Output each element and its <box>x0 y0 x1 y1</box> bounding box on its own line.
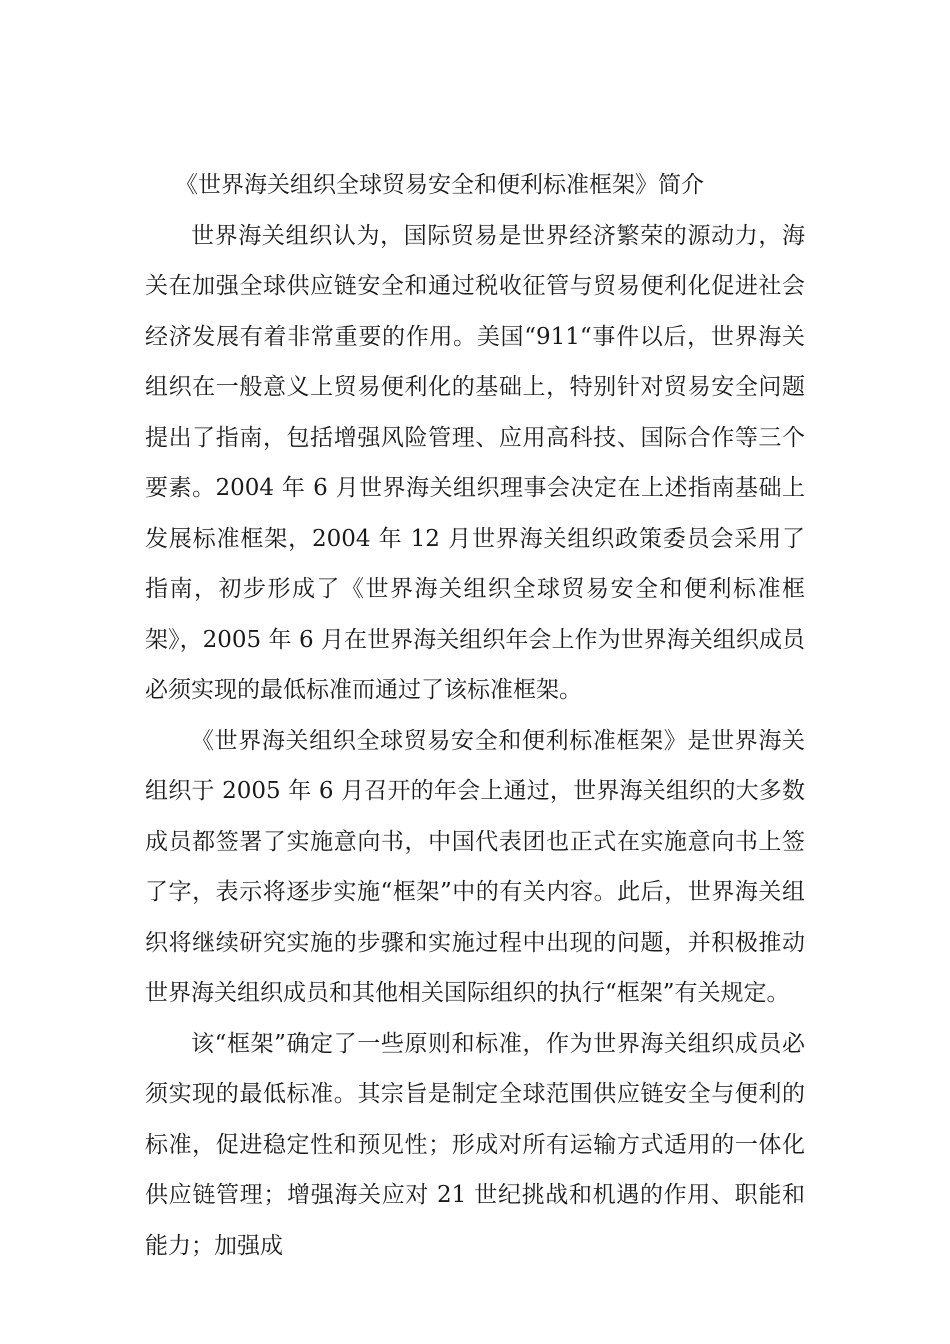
paragraph-2: 《世界海关组织全球贸易安全和便利标准框架》是世界海关组织于 2005 年 6 月召开的年会上通过，世界海关组织的大多数成员都签署了实施意向书，中国代表团也正式在实施意向书上签了字，表示将逐步实施“框架”中的有关内容。此后，世界海关组织将继续研究实施的步骤和实施过程中出现的问题，并积极推动世界海关组织成员和其他相关国际组织的执行“框架”有关规定。 <box>145 727 805 1006</box>
paragraph-3: 该“框架”确定了一些原则和标准，作为世界海关组织成员必须实现的最低标准。其宗旨是制定全球范围供应链安全与便利的标准，促进稳定性和预见性；形成对所有运输方式适用的一体化供应链管理；增强海关应对 21 世纪挑战和机遇的作用、职能和能力；加强成 <box>145 1030 805 1259</box>
document-title: 《世界海关组织全球贸易安全和便利标准框架》简介 <box>175 172 704 198</box>
document-body <box>145 160 805 1271</box>
paragraph-1: 世界海关组织认为，国际贸易是世界经济繁荣的源动力，海关在加强全球供应链安全和通过税收征管与贸易便利化促进社会经济发展有着非常重要的作用。美国“911“事件以后，世界海关组织在一般意义上贸易便利化的基础上，特别针对贸易安全问题提出了指南，包括增强风险管理、应用高科技、国际合作等三个要素。2004 年 6 月世界海关组织理事会决定在上述指南基础上发展标准框架，2004 年 12 月世界海关组织政策委员会采用了指南，初步形成了《世界海关组织全球贸易安全和便利标准框架》，2005 年 6 月在世界海关组织年会上作为世界海关组织成员必须实现的最低标准而通过了该标准框架。 <box>145 222 805 703</box>
